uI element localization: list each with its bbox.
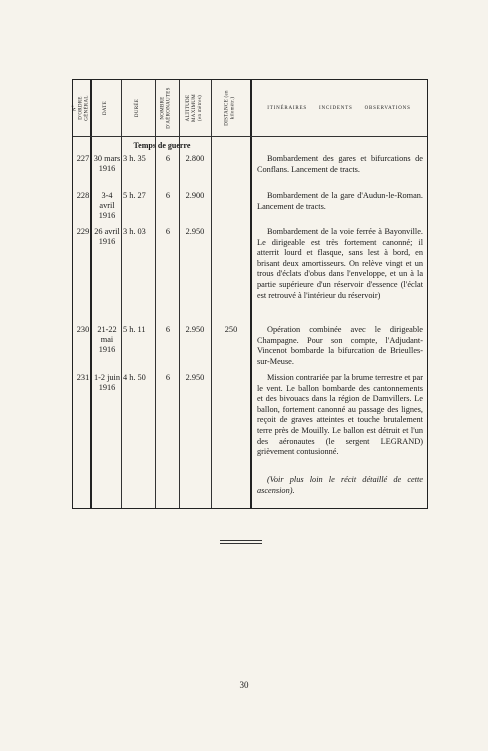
header-aeronautes: NOMBRE D'AÉRONAUTES <box>161 87 172 129</box>
row-date: 21-22 mai 1916 <box>97 325 117 354</box>
row-altitude: 2.950 <box>185 373 205 382</box>
bleed-through-text <box>235 520 395 531</box>
row-number: 230 <box>76 325 90 334</box>
header-ordre: N° D'ORDRE GÉNÉRAL <box>72 95 90 121</box>
row-date: 3-4 avril 1916 <box>98 191 116 220</box>
row-observations: Mission contrariée par la brume terrestre et par le vent. Le ballon bombarde des cantonnements et des bivouacs dans la région de Damvillers. Le ballon, fortement canonné au passage des lignes, reçoit de graves atteintes et touche brutalement terre près de Mouilly. Le ballon est détruit et l'un des aéronautes (le sergent LEGRAND) grièvement contusionné. <box>257 373 423 457</box>
row-duration: 4 h. 50 <box>123 373 146 382</box>
row-date: 1-2 juin 1916 <box>93 373 121 392</box>
header-itineraires: ITINÉRAIRES INCIDENTS OBSERVATIONS <box>267 105 411 111</box>
row-number: 228 <box>76 191 90 200</box>
row-number: 227 <box>76 154 90 163</box>
divider-rule <box>220 543 262 544</box>
row-date: 30 mars 1916 <box>93 154 121 173</box>
row-duration: 3 h. 35 <box>123 154 146 163</box>
page-number: 30 <box>239 680 249 690</box>
header-altitude: ALTITUDE MAXIMUM (en mètres) <box>186 94 203 122</box>
row-altitude: 2.900 <box>185 191 205 200</box>
row-aeronauts: 6 <box>165 325 171 334</box>
row-number: 231 <box>76 373 90 382</box>
header-distance: DISTANCE (en kilomètr.) <box>224 90 236 126</box>
divider-rule <box>220 540 262 541</box>
row-observations: Bombardement des gares et bifurcations de Conflans. Lancement de tracts. <box>257 154 423 174</box>
row-aeronauts: 6 <box>165 191 171 200</box>
row-observations: Opération combinée avec le dirigeable Champagne. Pour son compte, l'Adjudant-Vincenot bombarde la bifurcation de Brieulles-sur-Meuse. <box>257 325 423 366</box>
row-aeronauts: 6 <box>165 373 171 382</box>
log-table <box>72 79 428 509</box>
row-date: 26 avril 1916 <box>94 227 120 246</box>
header-duree: DURÉE <box>134 98 140 118</box>
header-divider <box>73 136 427 137</box>
row-duration: 5 h. 11 <box>123 325 146 334</box>
footnote: (Voir plus loin le récit détaillé de cette ascension). <box>257 475 423 495</box>
row-altitude: 2.950 <box>185 325 205 334</box>
row-aeronauts: 6 <box>165 154 171 163</box>
row-duration: 5 h. 27 <box>123 191 146 200</box>
row-number: 229 <box>76 227 90 236</box>
section-title: Temps de guerre <box>133 141 191 150</box>
row-observations: Bombardement de la gare d'Audun-le-Roman. Lancement de tracts. <box>257 191 423 211</box>
header-date: DATE <box>102 101 108 115</box>
row-observations: Bombardement de la voie ferrée à Bayonville. Le dirigeable est très fortement canonné; il atterrit lourd et flasque, sans lest à bord, en brisant deux amortisseurs. On relève vingt et un trous d'éclats d'obus dans l'enveloppe, et un à la partie supérieure d'un réservoir d'essence (l'éclat est retrouvé à l'intérieur du réservoir) <box>257 227 423 300</box>
row-altitude: 2.800 <box>185 154 205 163</box>
row-distance: 250 <box>224 325 238 334</box>
row-duration: 3 h. 03 <box>123 227 146 236</box>
row-altitude: 2.950 <box>185 227 205 236</box>
row-aeronauts: 6 <box>165 227 171 236</box>
